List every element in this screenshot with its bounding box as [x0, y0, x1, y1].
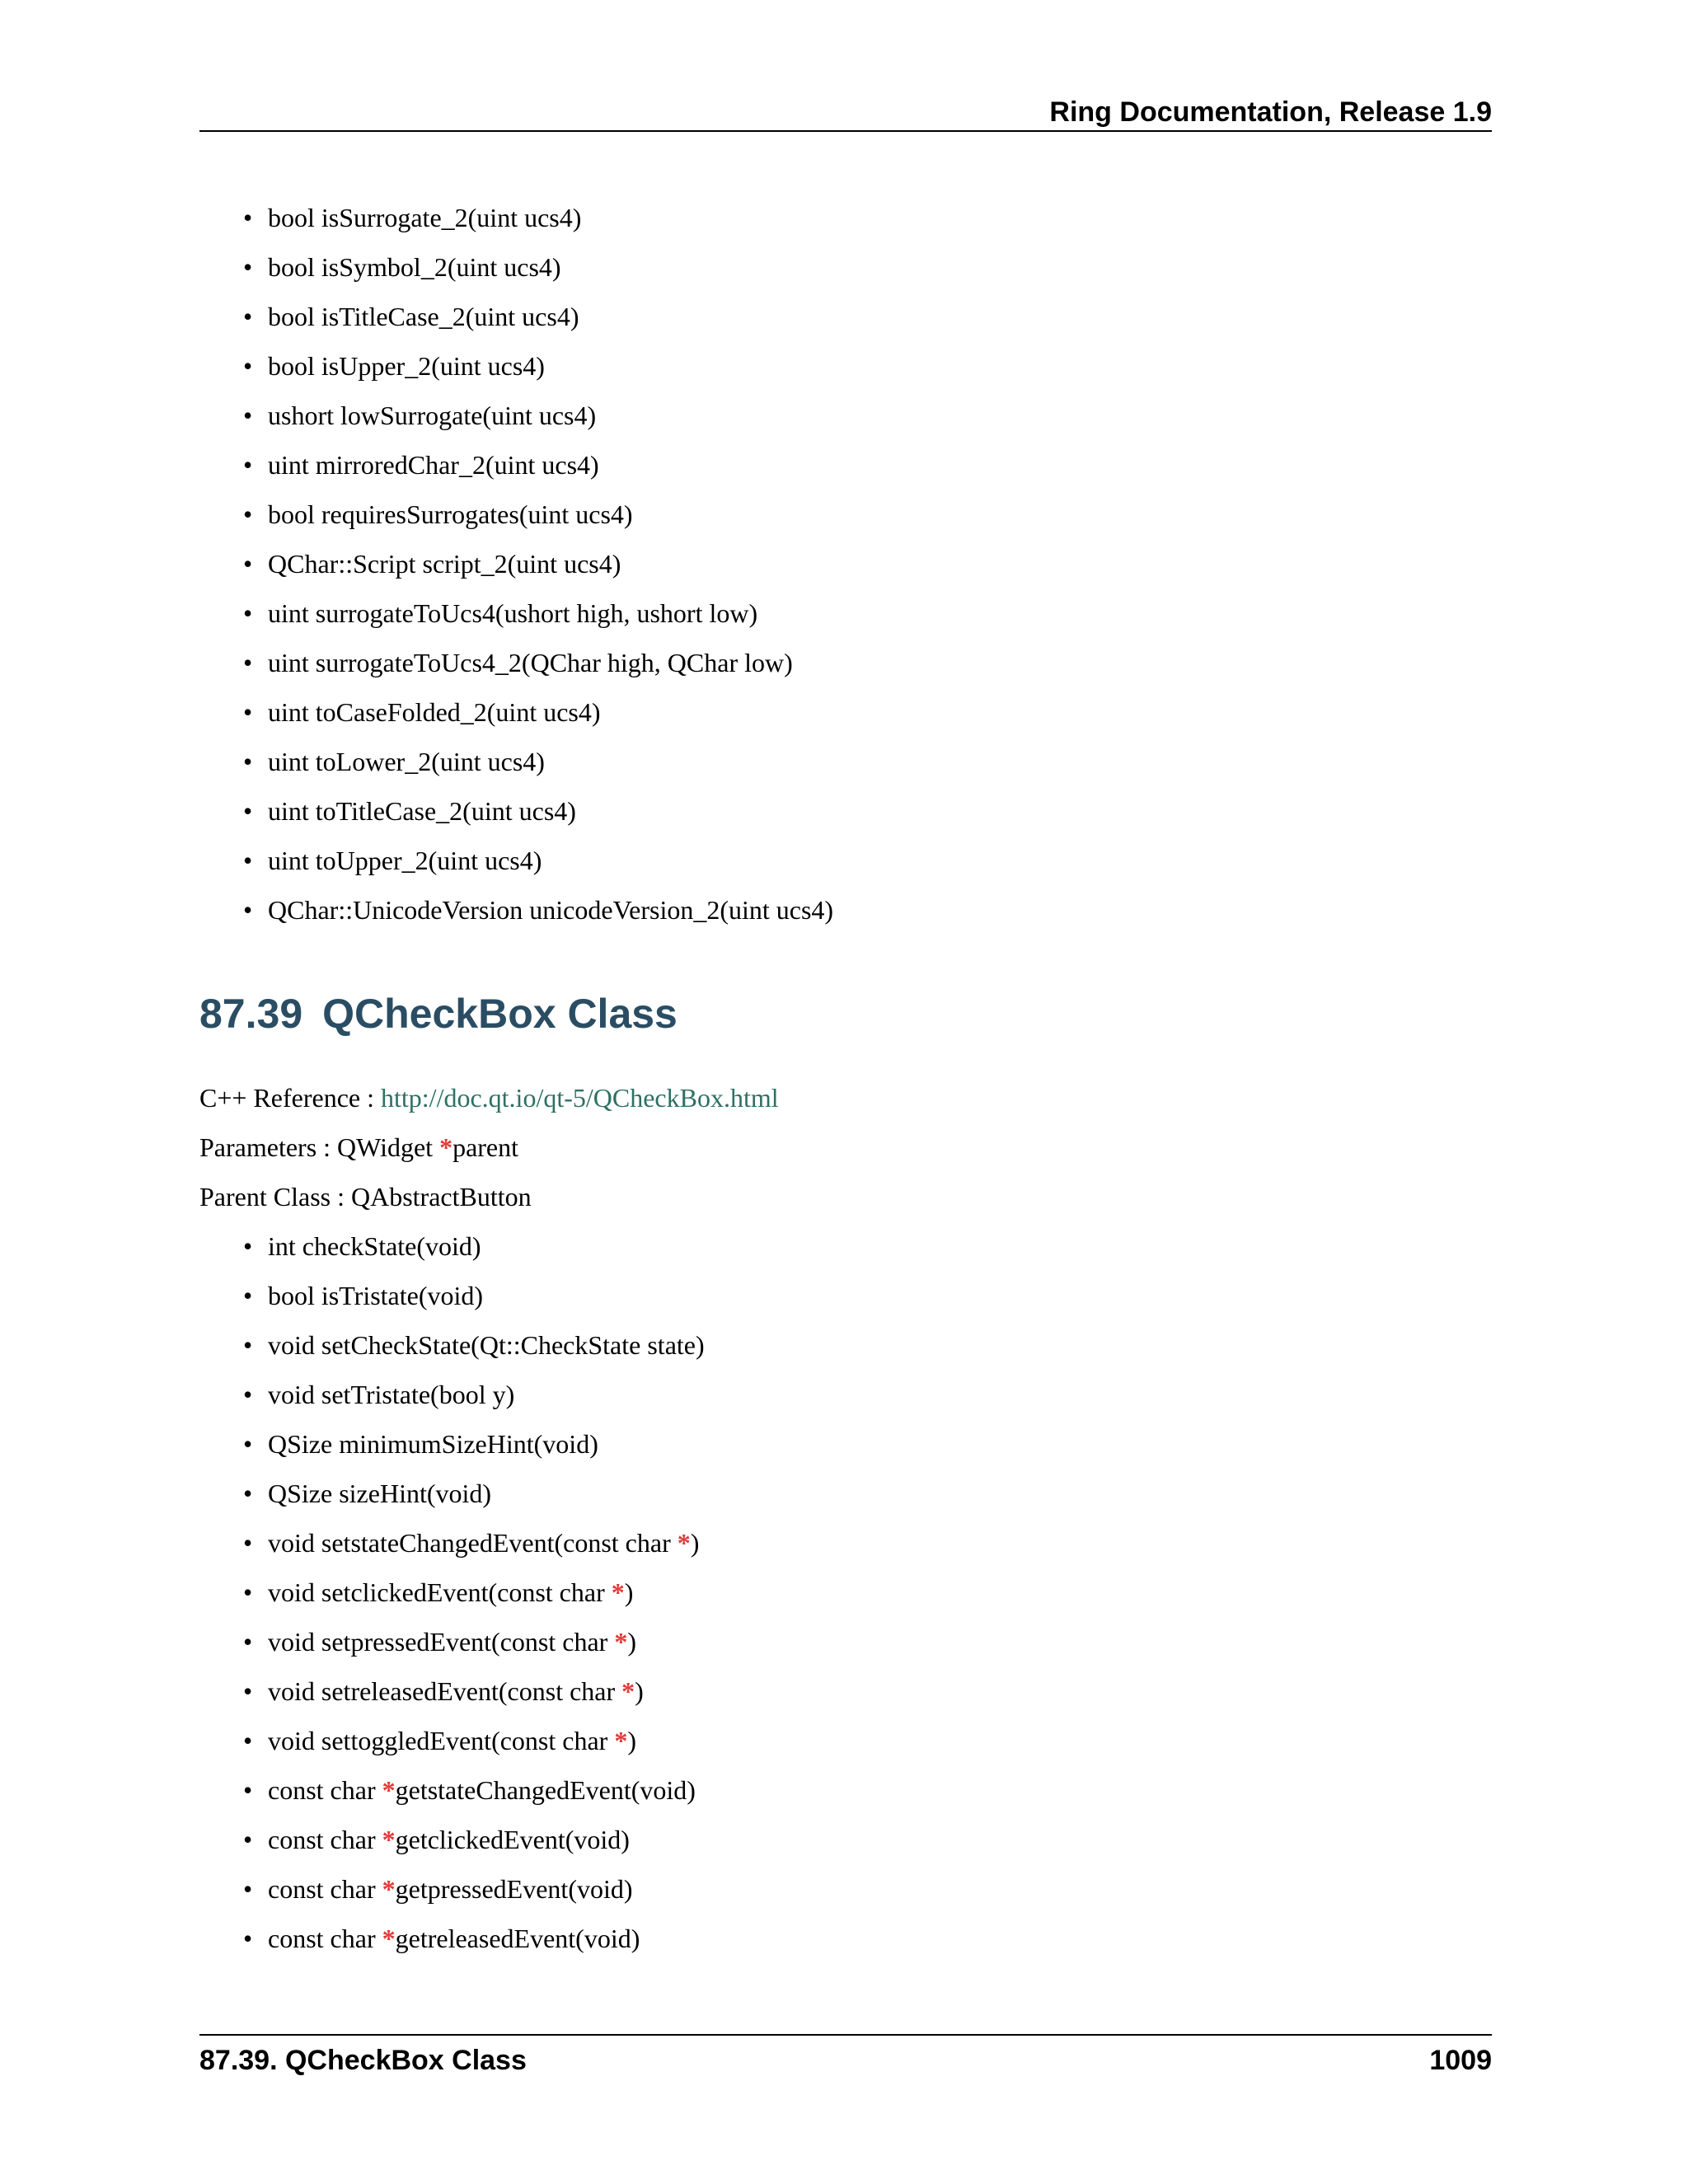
- list-item-text: void setstateChangedEvent(const char: [268, 1528, 678, 1558]
- list-item: [199, 1469, 705, 1518]
- pointer-star: *: [382, 1874, 396, 1904]
- list-item-text: bool isUpper_2(uint ucs4): [268, 351, 545, 381]
- list-item: [199, 1864, 705, 1914]
- bullet-icon: •: [243, 1577, 253, 1607]
- list-item: [199, 737, 833, 786]
- section-number: 87.39: [199, 991, 303, 1037]
- bullet-icon: •: [243, 450, 253, 480]
- reference-link[interactable]: http://doc.qt.io/qt-5/QCheckBox.html: [381, 1083, 779, 1113]
- pointer-star: *: [382, 1775, 396, 1805]
- list-item: [199, 1568, 705, 1617]
- pointer-star: *: [614, 1726, 628, 1755]
- list-item-text-after: ): [627, 1627, 636, 1657]
- list-item-text: uint toCaseFolded_2(uint ucs4): [268, 697, 601, 727]
- list-item: [199, 1320, 705, 1370]
- list-item: [199, 638, 833, 687]
- footer-section-label: 87.39. QCheckBox Class: [199, 2045, 527, 2076]
- list-item-text: uint toLower_2(uint ucs4): [268, 747, 545, 776]
- list-item: [199, 1518, 705, 1568]
- bullet-icon: •: [243, 1627, 253, 1657]
- bullet-icon: •: [243, 1231, 253, 1261]
- list-item-text-after: ): [627, 1726, 636, 1755]
- pointer-star: *: [382, 1924, 396, 1953]
- bullet-icon: •: [243, 549, 253, 579]
- list-item: [199, 391, 833, 440]
- list-item-text: void setpressedEvent(const char: [268, 1627, 615, 1657]
- list-item: [199, 1815, 705, 1864]
- list-item-text: bool isSurrogate_2(uint ucs4): [268, 203, 582, 232]
- bullet-icon: •: [243, 1429, 253, 1459]
- list-item: [199, 292, 833, 341]
- list-item: [199, 687, 833, 737]
- page-footer: [199, 2034, 1492, 2085]
- list-item: [199, 1666, 705, 1716]
- list-item-text: uint surrogateToUcs4(ushort high, ushort low): [268, 598, 758, 628]
- list-item: [199, 1419, 705, 1469]
- list-item-text: int checkState(void): [268, 1231, 481, 1261]
- list-item-text-after: getclickedEvent(void): [395, 1825, 630, 1854]
- list-item-text: ushort lowSurrogate(uint ucs4): [268, 401, 597, 430]
- parameters-line: [199, 1122, 518, 1172]
- list-item: [199, 885, 833, 935]
- bullet-icon: •: [243, 796, 253, 826]
- pointer-star: *: [439, 1132, 453, 1162]
- pointer-star: *: [382, 1825, 396, 1854]
- pointer-star: *: [621, 1676, 635, 1706]
- list-item-text-after: ): [690, 1528, 700, 1558]
- params-label: Parameters : QWidget: [199, 1132, 440, 1162]
- list-item: [199, 539, 833, 588]
- cpp-reference-line: [199, 1073, 779, 1122]
- list-item-text-after: getreleasedEvent(void): [395, 1924, 640, 1953]
- bullet-icon: •: [243, 1775, 253, 1805]
- list-item: [199, 1221, 705, 1271]
- bullet-icon: •: [243, 697, 253, 727]
- list-item-text-after: getstateChangedEvent(void): [395, 1775, 696, 1805]
- list-item: [199, 490, 833, 539]
- list-item-text: bool isSymbol_2(uint ucs4): [268, 252, 561, 282]
- list-item: [199, 1716, 705, 1765]
- section-title: [199, 981, 678, 1047]
- bullet-icon: •: [243, 499, 253, 529]
- bullet-icon: •: [243, 1726, 253, 1755]
- list-item: [199, 786, 833, 836]
- parent-class-text: Parent Class : QAbstractButton: [199, 1182, 532, 1212]
- bullet-icon: •: [243, 747, 253, 776]
- bullet-icon: •: [243, 1479, 253, 1508]
- header-title: Ring Documentation, Release 1.9: [1049, 96, 1492, 128]
- pointer-star: *: [677, 1528, 691, 1558]
- bullet-icon: •: [243, 1528, 253, 1558]
- list-item-text: QChar::UnicodeVersion unicodeVersion_2(uint ucs4): [268, 895, 834, 925]
- list-item-text-after: getpressedEvent(void): [395, 1874, 633, 1904]
- section-title-text: QCheckBox Class: [322, 991, 678, 1037]
- bullet-icon: •: [243, 1874, 253, 1904]
- list-item-text: QSize minimumSizeHint(void): [268, 1429, 598, 1459]
- list-item-text: QSize sizeHint(void): [268, 1479, 492, 1508]
- list-item-text: void setCheckState(Qt::CheckState state): [268, 1330, 705, 1360]
- list-item-text: QChar::Script script_2(uint ucs4): [268, 549, 621, 579]
- bullet-icon: •: [243, 648, 253, 677]
- reference-label: C++ Reference :: [199, 1083, 381, 1113]
- list-item-text: uint toTitleCase_2(uint ucs4): [268, 796, 576, 826]
- bullet-icon: •: [243, 1330, 253, 1360]
- list-item: [199, 193, 833, 242]
- params-name: parent: [452, 1132, 519, 1162]
- list-item: [199, 1370, 705, 1419]
- list-item-text: void settoggledEvent(const char: [268, 1726, 615, 1755]
- bullet-icon: •: [243, 846, 253, 875]
- list-item-text: const char: [268, 1775, 382, 1805]
- list-item-text: bool isTitleCase_2(uint ucs4): [268, 302, 579, 331]
- list-item-text: const char: [268, 1874, 382, 1904]
- bullet-icon: •: [243, 1281, 253, 1310]
- bullet-icon: •: [243, 598, 253, 628]
- list-item-text: bool isTristate(void): [268, 1281, 484, 1310]
- pointer-star: *: [614, 1627, 628, 1657]
- list-item: [199, 341, 833, 391]
- function-list-qcheckbox: [199, 1221, 705, 1963]
- list-item-text: void setTristate(bool y): [268, 1380, 515, 1409]
- list-item: [199, 440, 833, 490]
- list-item-text: void setreleasedEvent(const char: [268, 1676, 622, 1706]
- bullet-icon: •: [243, 1825, 253, 1854]
- parent-class-line: [199, 1172, 532, 1221]
- list-item-text: void setclickedEvent(const char: [268, 1577, 612, 1607]
- list-item: [199, 1765, 705, 1815]
- list-item-text-after: ): [635, 1676, 644, 1706]
- list-item-text: const char: [268, 1825, 382, 1854]
- list-item-text: uint toUpper_2(uint ucs4): [268, 846, 542, 875]
- function-list-qchar: [199, 193, 833, 935]
- list-item: [199, 1914, 705, 1963]
- bullet-icon: •: [243, 203, 253, 232]
- list-item: [199, 588, 833, 638]
- list-item-text: uint surrogateToUcs4_2(QChar high, QChar low): [268, 648, 793, 677]
- bullet-icon: •: [243, 351, 253, 381]
- bullet-icon: •: [243, 1676, 253, 1706]
- list-item-text: const char: [268, 1924, 382, 1953]
- pointer-star: *: [611, 1577, 625, 1607]
- bullet-icon: •: [243, 401, 253, 430]
- list-item-text-after: ): [624, 1577, 634, 1607]
- bullet-icon: •: [243, 302, 253, 331]
- page-number: 1009: [1429, 2045, 1492, 2076]
- bullet-icon: •: [243, 1924, 253, 1953]
- list-item-text: bool requiresSurrogates(uint ucs4): [268, 499, 633, 529]
- list-item-text: uint mirroredChar_2(uint ucs4): [268, 450, 599, 480]
- page-header: [199, 92, 1492, 132]
- bullet-icon: •: [243, 1380, 253, 1409]
- bullet-icon: •: [243, 252, 253, 282]
- list-item: [199, 836, 833, 885]
- list-item: [199, 1617, 705, 1666]
- bullet-icon: •: [243, 895, 253, 925]
- list-item: [199, 1271, 705, 1320]
- list-item: [199, 242, 833, 292]
